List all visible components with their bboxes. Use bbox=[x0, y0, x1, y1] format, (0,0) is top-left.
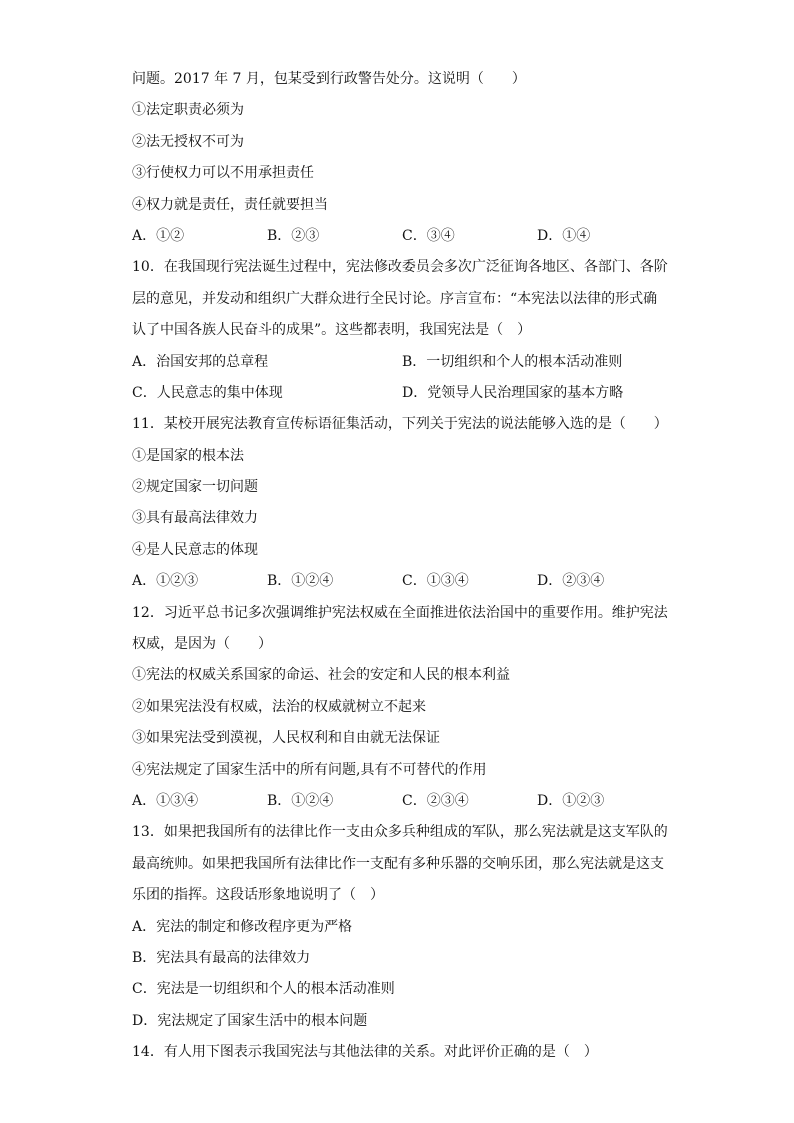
q9-option-d[interactable]: D．①④ bbox=[537, 227, 591, 244]
q10-option-c[interactable]: C．人民意志的集中体现 bbox=[132, 384, 283, 401]
q11-option-d[interactable]: D．②③④ bbox=[537, 573, 605, 590]
q12-item-2: ②如果宪法没有权威，法治的权威就树立不起来 bbox=[132, 698, 426, 715]
q13-stem-line-1: 13．如果把我国所有的法律比作一支由众多兵种组成的军队，那么宪法就是这支军队的 bbox=[132, 824, 668, 841]
q12-item-3: ③如果宪法受到漠视，人民权利和自由就无法保证 bbox=[132, 730, 440, 747]
q13-stem-line-2: 最高统帅。如果把我国所有法律比作一支配有多种乐器的交响乐团，那么宪法就是这支 bbox=[132, 855, 664, 872]
q12-option-d[interactable]: D．①②③ bbox=[537, 792, 605, 809]
q11-stem: 11．某校开展宪法教育宣传标语征集活动，下列关于宪法的说法能够入选的是（ ） bbox=[132, 416, 668, 433]
q10-stem-line-3: 认了中国各族人民奋斗的成果”。这些都表明，我国宪法是（ ） bbox=[132, 322, 532, 339]
q9-item-1: ①法定职责必须为 bbox=[132, 102, 244, 119]
q12-options bbox=[132, 786, 672, 817]
q12-item-1: ①宪法的权威关系国家的命运、社会的安定和人民的根本利益 bbox=[132, 667, 510, 684]
q13-option-a[interactable]: A．宪法的制定和修改程序更为严格 bbox=[132, 918, 353, 935]
q11-item-4: ④是人民意志的体现 bbox=[132, 541, 258, 558]
q12-option-b[interactable]: B．①②④ bbox=[267, 792, 334, 809]
q11-option-a[interactable]: A．①②③ bbox=[132, 573, 199, 590]
q10-stem-line-2: 层的意见，并发动和组织广大群众进行全民讨论。序言宣布：“本宪法以法律的形式确 bbox=[132, 290, 658, 307]
q11-option-c[interactable]: C．①③④ bbox=[402, 573, 469, 590]
q11-option-b[interactable]: B．①②④ bbox=[267, 573, 334, 590]
q14-stem: 14．有人用下图表示我国宪法与其他法律的关系。对此评价正确的是（ ） bbox=[132, 1044, 598, 1061]
q12-stem-line-1: 12．习近平总书记多次强调维护宪法权威在全面推进依法治国中的重要作用。维护宪法 bbox=[132, 604, 668, 621]
q9-option-c[interactable]: C．③④ bbox=[402, 227, 455, 244]
q9-options bbox=[132, 221, 672, 252]
q11-item-3: ③具有最高法律效力 bbox=[132, 510, 258, 527]
q10-option-a[interactable]: A．治国安邦的总章程 bbox=[132, 353, 269, 370]
q9-stem-tail: 问题。2017 年 7 月，包某受到行政警告处分。这说明（ ） bbox=[132, 71, 526, 87]
q12-option-c[interactable]: C．②③④ bbox=[402, 792, 469, 809]
q13-stem-line-3: 乐团的指挥。这段话形象地说明了（ ） bbox=[132, 887, 384, 904]
q10-stem-line-1: 10．在我国现行宪法诞生过程中，宪法修改委员会多次广泛征询各地区、各部门、各阶 bbox=[132, 259, 668, 276]
q13-option-c[interactable]: C．宪法是一切组织和个人的根本活动准则 bbox=[132, 981, 395, 998]
q9-option-b[interactable]: B．②③ bbox=[267, 227, 320, 244]
q11-options bbox=[132, 566, 672, 597]
q10-options-row-2 bbox=[132, 378, 672, 409]
page-content bbox=[132, 64, 672, 1069]
q11-item-1: ①是国家的根本法 bbox=[132, 447, 244, 464]
q11-item-2: ②规定国家一切问题 bbox=[132, 479, 258, 496]
q12-item-4: ④宪法规定了国家生活中的所有问题,具有不可替代的作用 bbox=[132, 761, 487, 778]
q10-options-row-1 bbox=[132, 347, 672, 378]
q9-item-3: ③行使权力可以不用承担责任 bbox=[132, 165, 314, 182]
q10-option-d[interactable]: D．党领导人民治理国家的基本方略 bbox=[402, 384, 624, 401]
q9-item-4: ④权力就是责任，责任就要担当 bbox=[132, 196, 328, 213]
q12-option-a[interactable]: A．①③④ bbox=[132, 792, 199, 809]
q13-option-b[interactable]: B．宪法具有最高的法律效力 bbox=[132, 949, 311, 966]
q9-item-2: ②法无授权不可为 bbox=[132, 133, 244, 150]
q10-option-b[interactable]: B．一切组织和个人的根本活动准则 bbox=[402, 353, 623, 370]
q9-option-a[interactable]: A．①② bbox=[132, 227, 185, 244]
q12-stem-line-2: 权威，是因为（ ） bbox=[132, 636, 272, 653]
q13-option-d[interactable]: D．宪法规定了国家生活中的根本问题 bbox=[132, 1012, 368, 1029]
